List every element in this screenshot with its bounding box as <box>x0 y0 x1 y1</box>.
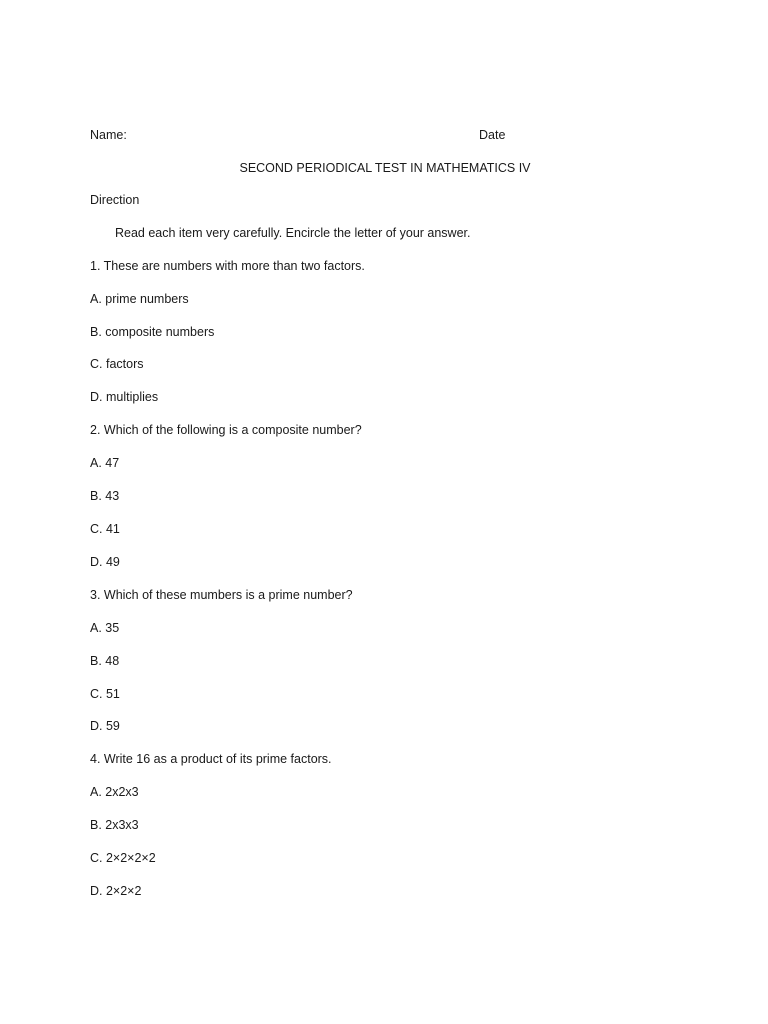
question-1-choice-d: D. multiplies <box>90 390 159 404</box>
question-1-choice-c: C. factors <box>90 357 144 371</box>
question-1-choice-b: B. composite numbers <box>90 325 215 339</box>
name-label: Name: <box>90 128 127 142</box>
question-3: 3. Which of these mumbers is a prime number? <box>90 588 353 602</box>
question-2-choice-a: A. 47 <box>90 456 120 470</box>
date-label: Date <box>479 128 506 142</box>
question-3-choice-c: C. 51 <box>90 687 120 701</box>
question-3-choice-d: D. 59 <box>90 719 120 733</box>
question-1: 1. These are numbers with more than two factors. <box>90 259 365 273</box>
direction-text: Read each item very carefully. Encircle the letter of your answer. <box>115 226 471 240</box>
question-3-choice-b: B. 48 <box>90 654 120 668</box>
question-4-choice-c: C. 2×2×2×2 <box>90 851 156 865</box>
question-4-choice-b: B. 2x3x3 <box>90 818 139 832</box>
question-2: 2. Which of the following is a composite number? <box>90 423 362 437</box>
question-3-choice-a: A. 35 <box>90 621 120 635</box>
question-4-choice-a: A. 2x2x3 <box>90 785 139 799</box>
question-1-choice-a: A. prime numbers <box>90 292 189 306</box>
direction-label: Direction <box>90 193 140 207</box>
question-2-choice-c: C. 41 <box>90 522 120 536</box>
test-title: SECOND PERIODICAL TEST IN MATHEMATICS IV <box>239 161 531 175</box>
question-4: 4. Write 16 as a product of its prime factors. <box>90 752 332 766</box>
question-2-choice-b: B. 43 <box>90 489 120 503</box>
question-4-choice-d: D. 2×2×2 <box>90 884 142 898</box>
question-2-choice-d: D. 49 <box>90 555 120 569</box>
